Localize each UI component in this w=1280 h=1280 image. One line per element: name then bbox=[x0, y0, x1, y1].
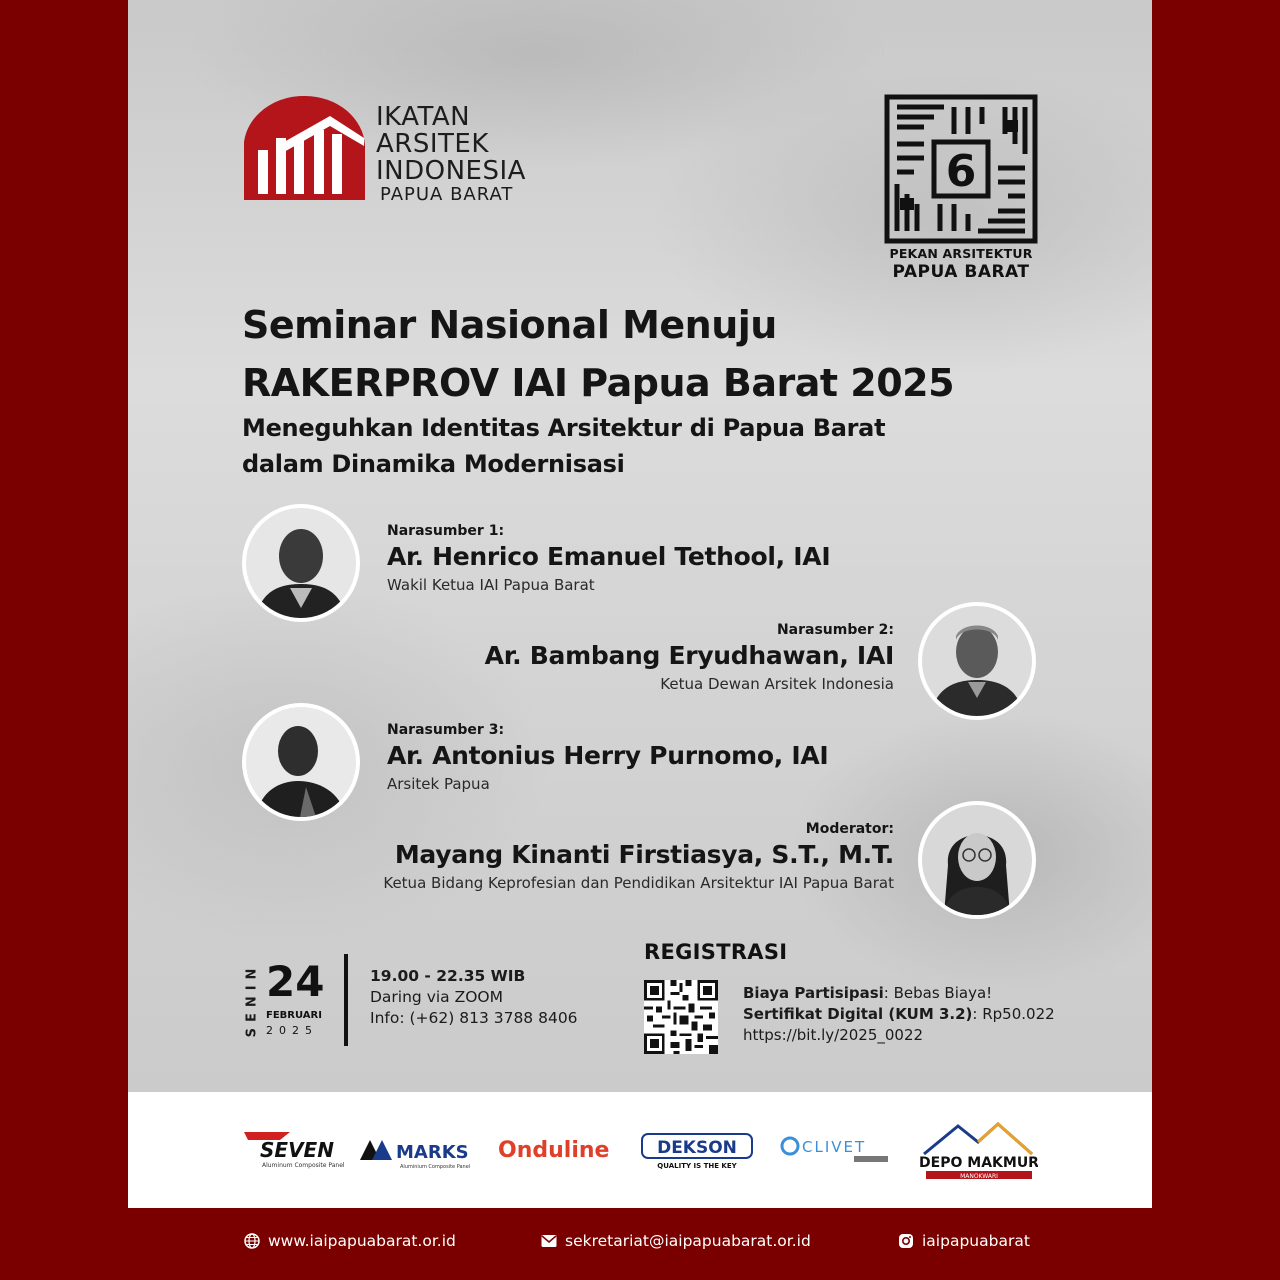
footer-website[interactable] bbox=[244, 1232, 456, 1250]
website-link[interactable]: www.iaipapuabarat.or.id bbox=[268, 1232, 456, 1250]
person-icon bbox=[922, 606, 1032, 716]
globe-icon bbox=[244, 1233, 260, 1249]
event-day: 24 bbox=[266, 957, 325, 1006]
pekan-line-1: PEKAN ARSITEKTUR bbox=[889, 246, 1033, 261]
title-line-2: RAKERPROV IAI Papua Barat 2025 bbox=[242, 361, 955, 405]
poster bbox=[128, 0, 1152, 1092]
org-line-2: ARSITEK bbox=[376, 129, 489, 159]
pekan-line-2: PAPUA BARAT bbox=[892, 262, 1030, 282]
depo-makmur-tagline: MANOKWARI bbox=[960, 1173, 998, 1180]
iai-logo-icon bbox=[244, 94, 366, 200]
cert-label: Sertifikat Digital (KUM 3.2) bbox=[743, 1005, 973, 1023]
dekson-tagline: QUALITY IS THE KEY bbox=[657, 1162, 737, 1170]
person-icon bbox=[246, 707, 356, 817]
sponsor-seven-logo bbox=[244, 1130, 356, 1174]
event-year: 2025 bbox=[266, 1024, 318, 1037]
weekday: SENIN bbox=[244, 962, 260, 1038]
speaker-3-desc: Arsitek Papua bbox=[387, 775, 490, 793]
registration-heading: REGISTRASI bbox=[644, 940, 788, 964]
seven-name: SEVEN bbox=[260, 1138, 334, 1162]
moderator-desc: Ketua Bidang Keprofesian dan Pendidikan Arsitektur IAI Papua Barat bbox=[383, 874, 894, 892]
speaker-2-role: Narasumber 2: bbox=[776, 622, 894, 638]
qr-code-icon[interactable] bbox=[644, 980, 718, 1054]
speaker-2 bbox=[485, 621, 894, 695]
depo-makmur-name: DEPO MAKMUR bbox=[920, 1155, 1038, 1171]
speaker-2-avatar bbox=[918, 602, 1036, 720]
marks-name: MARKS bbox=[396, 1142, 469, 1163]
email-link[interactable]: sekretariat@iaipapuabarat.or.id bbox=[565, 1232, 811, 1250]
dekson-name: DEKSON bbox=[657, 1138, 737, 1158]
speaker-1-avatar bbox=[242, 504, 360, 622]
moderator-role: Moderator: bbox=[805, 821, 894, 837]
subtitle-line-2: dalam Dinamika Modernisasi bbox=[242, 450, 625, 478]
title-line-1: Seminar Nasional Menuju bbox=[242, 303, 777, 347]
footer-email[interactable] bbox=[541, 1232, 811, 1250]
cert-value: : Rp50.022 bbox=[972, 1005, 1055, 1023]
seven-tagline: Aluminum Composite Panel bbox=[262, 1162, 345, 1169]
sponsor-bar bbox=[128, 1092, 1152, 1208]
event-month: FEBRUARI bbox=[266, 1010, 322, 1021]
fee-label: Biaya Partisipasi bbox=[743, 984, 884, 1002]
person-icon bbox=[246, 508, 356, 618]
registration-link[interactable]: https://bit.ly/2025_0022 bbox=[743, 1026, 924, 1044]
fee-value: : Bebas Biaya! bbox=[883, 984, 993, 1002]
sponsor-onduline-logo: Onduline bbox=[498, 1138, 610, 1163]
pekan-number: 6 bbox=[945, 146, 977, 197]
mail-icon bbox=[541, 1234, 557, 1248]
org-line-1: IKATAN bbox=[376, 102, 471, 132]
moderator-avatar bbox=[918, 801, 1036, 919]
event-time: 19.00 - 22.35 WIB bbox=[370, 967, 526, 985]
speaker-1-desc: Wakil Ketua IAI Papua Barat bbox=[387, 576, 595, 594]
speaker-3-avatar bbox=[242, 703, 360, 821]
speaker-2-name: Ar. Bambang Eryudhawan, IAI bbox=[484, 641, 894, 670]
registration-info bbox=[743, 983, 1055, 1046]
sponsor-dekson-logo bbox=[640, 1132, 756, 1176]
speaker-2-desc: Ketua Dewan Arsitek Indonesia bbox=[660, 675, 894, 693]
speaker-1 bbox=[387, 522, 830, 596]
moderator-name: Mayang Kinanti Firstiasya, S.T., M.T. bbox=[394, 840, 894, 869]
organization-name bbox=[376, 104, 526, 205]
speaker-3-name: Ar. Antonius Herry Purnomo, IAI bbox=[387, 741, 829, 770]
weekday-vertical bbox=[242, 962, 262, 1038]
instagram-icon bbox=[898, 1233, 914, 1249]
event-venue: Daring via ZOOM bbox=[370, 988, 503, 1006]
sponsor-marks-logo bbox=[360, 1136, 472, 1176]
event-details bbox=[370, 966, 578, 1029]
speaker-3-role: Narasumber 3: bbox=[387, 722, 505, 738]
sponsor-clivet-logo bbox=[780, 1136, 896, 1170]
marks-tagline: Aluminium Composite Panel bbox=[400, 1164, 471, 1170]
instagram-handle[interactable]: iaipapuabarat bbox=[922, 1232, 1030, 1250]
subtitle-line-1: Meneguhkan Identitas Arsitektur di Papua Barat bbox=[242, 414, 886, 442]
org-region: PAPUA BARAT bbox=[380, 184, 514, 205]
org-line-3: INDONESIA bbox=[376, 156, 526, 186]
speaker-3 bbox=[387, 721, 828, 795]
sponsor-depo-makmur-logo bbox=[920, 1120, 1038, 1184]
event-contact: Info: (+62) 813 3788 8406 bbox=[370, 1009, 578, 1027]
moderator bbox=[383, 820, 894, 894]
divider bbox=[344, 954, 348, 1046]
page-subtitle bbox=[242, 410, 885, 482]
speaker-1-name: Ar. Henrico Emanuel Tethool, IAI bbox=[387, 542, 831, 571]
clivet-name: CLIVET bbox=[802, 1138, 867, 1156]
person-icon bbox=[922, 805, 1032, 915]
footer-instagram[interactable] bbox=[898, 1232, 1030, 1250]
speaker-1-role: Narasumber 1: bbox=[387, 523, 505, 539]
page-title bbox=[242, 296, 954, 412]
pekan-arsitektur-logo-icon bbox=[884, 94, 1038, 244]
